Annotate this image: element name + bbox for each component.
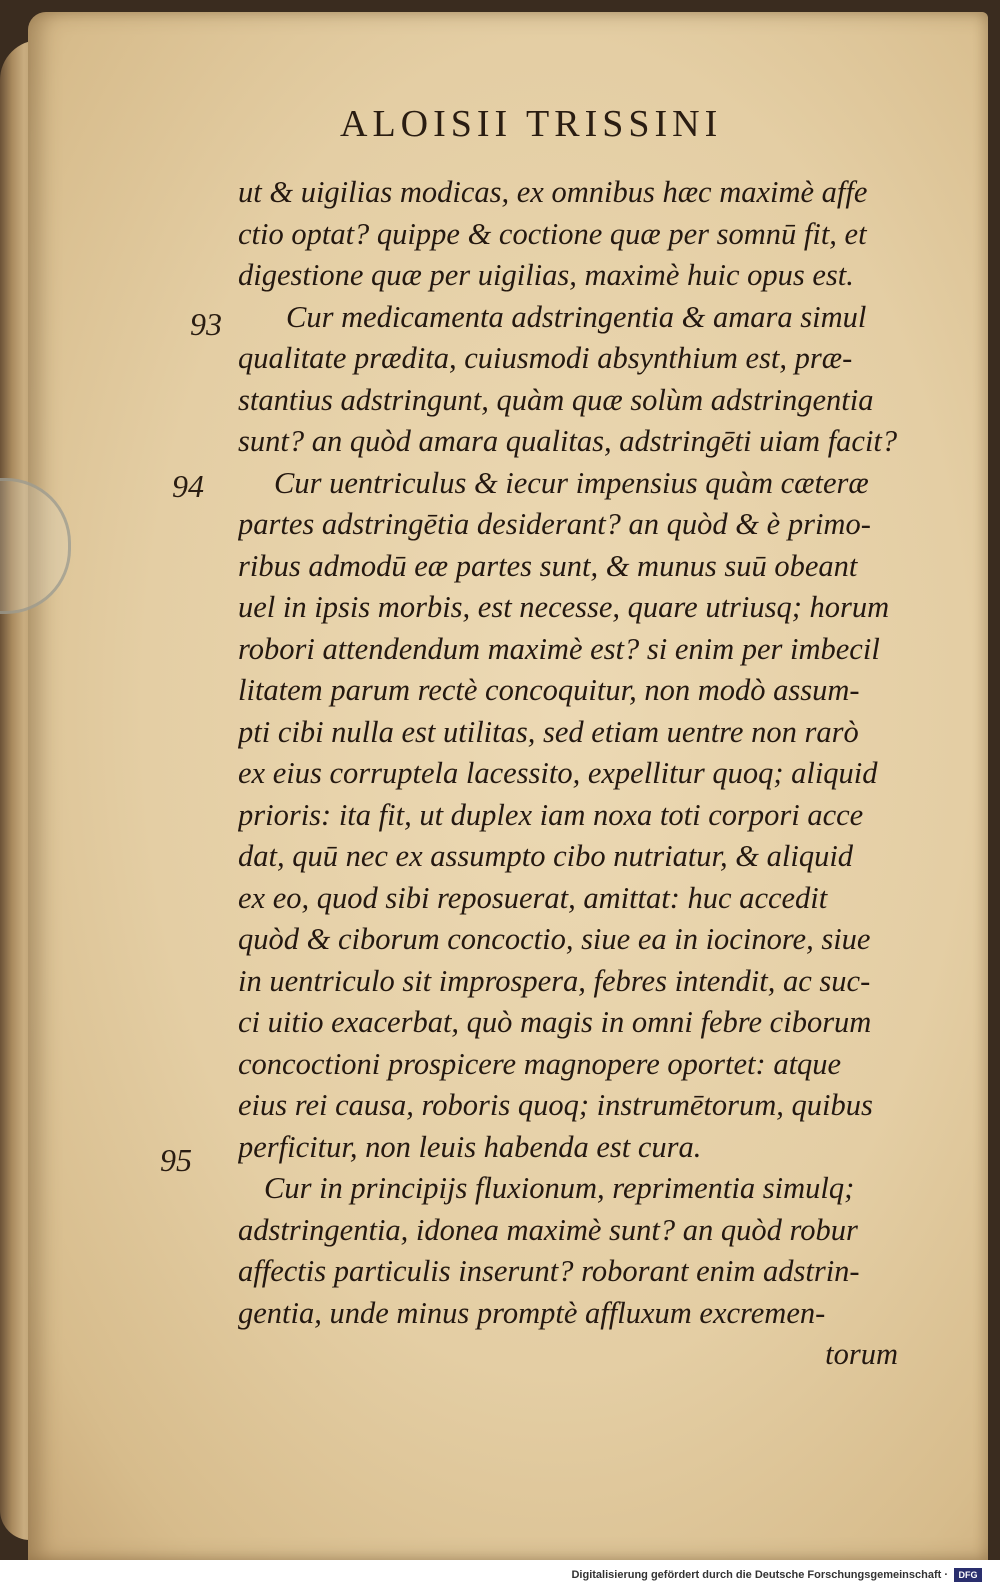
text-line: eius rei causa, roboris quoq; instrumētorum, quibus [238,1088,873,1122]
text-line: Cur in principijs fluxionum, reprimentia simulq; [264,1171,855,1205]
text-line: litatem parum rectè concoquitur, non modò assum- [238,673,860,707]
text-line: sunt? an quòd amara qualitas, adstringēti uiam facit? [238,424,898,458]
running-head: ALOISII TRISSINI [340,103,723,145]
text-line: quòd & ciborum concoctio, siue ea in iocinore, siue [238,922,871,956]
text-line: ribus admodū eæ partes sunt, & munus suū obeant [238,548,858,583]
text-line: robori attendendum maximè est? si enim per imbecil [238,631,880,666]
dfg-logo: DFG [954,1568,982,1582]
text-line: prioris: ita fit, ut duplex iam noxa toti corpori acce [238,797,864,832]
text-line: gentia, unde minus promptè affluxum excremen- [238,1295,826,1330]
text-line: ctio optat? quippe & coctione quæ per somnū fit, et [238,216,867,251]
margin-number-95: 95 [160,1142,192,1178]
margin-number-93: 93 [190,306,222,342]
text-line: affectis particulis inserunt? roborant enim adstrin- [238,1254,860,1288]
text-line: in uentriculo sit improspera, febres intendit, ac suc- [238,963,871,998]
text-line: ex eius corruptela lacessito, expellitur quoq; aliquid [238,756,878,790]
text-line: dat, quū nec ex assumpto cibo nutriatur, & aliquid [238,839,854,873]
text-line: perficitur, non leuis habenda est cura. [238,1129,702,1164]
text-line: qualitate prædita, cuiusmodi absynthium est, præ- [238,341,853,375]
text-line: pti cibi nulla est utilitas, sed etiam uentre non rarò [238,714,859,749]
text-line: partes adstringētia desiderant? an quòd & è primo- [238,507,871,541]
text-line: stantius adstringunt, quàm quæ solùm adstringentia [238,382,874,417]
text-line: concoctioni prospicere magnopere oportet: atque [238,1046,842,1081]
text-line: ex eo, quod sibi reposuerat, amittat: huc accedit [238,880,828,915]
catchword: torum [825,1337,898,1371]
footer-credit: Digitalisierung gefördert durch die Deutsche Forschungsgemeinschaft · [571,1569,948,1581]
text-line: ut & uigilias modicas, ex omnibus hæc maximè affe [238,175,868,209]
text-line: uel in ipsis morbis, est necesse, quare utriusq; horum [238,590,890,624]
text-line: Cur uentriculus & iecur impensius quàm cæteræ [274,465,869,500]
text-line: Cur medicamenta adstringentia & amara simul [286,299,867,334]
digitization-footer [0,1560,1000,1592]
text-line: digestione quæ per uigilias, maximè huic opus est. [238,258,854,292]
text-line: adstringentia, idonea maximè sunt? an quòd robur [238,1212,858,1247]
margin-number-94: 94 [172,468,204,504]
body-text [238,172,898,1376]
text-line: ci uitio exacerbat, quò magis in omni febre ciborum [238,1005,872,1039]
